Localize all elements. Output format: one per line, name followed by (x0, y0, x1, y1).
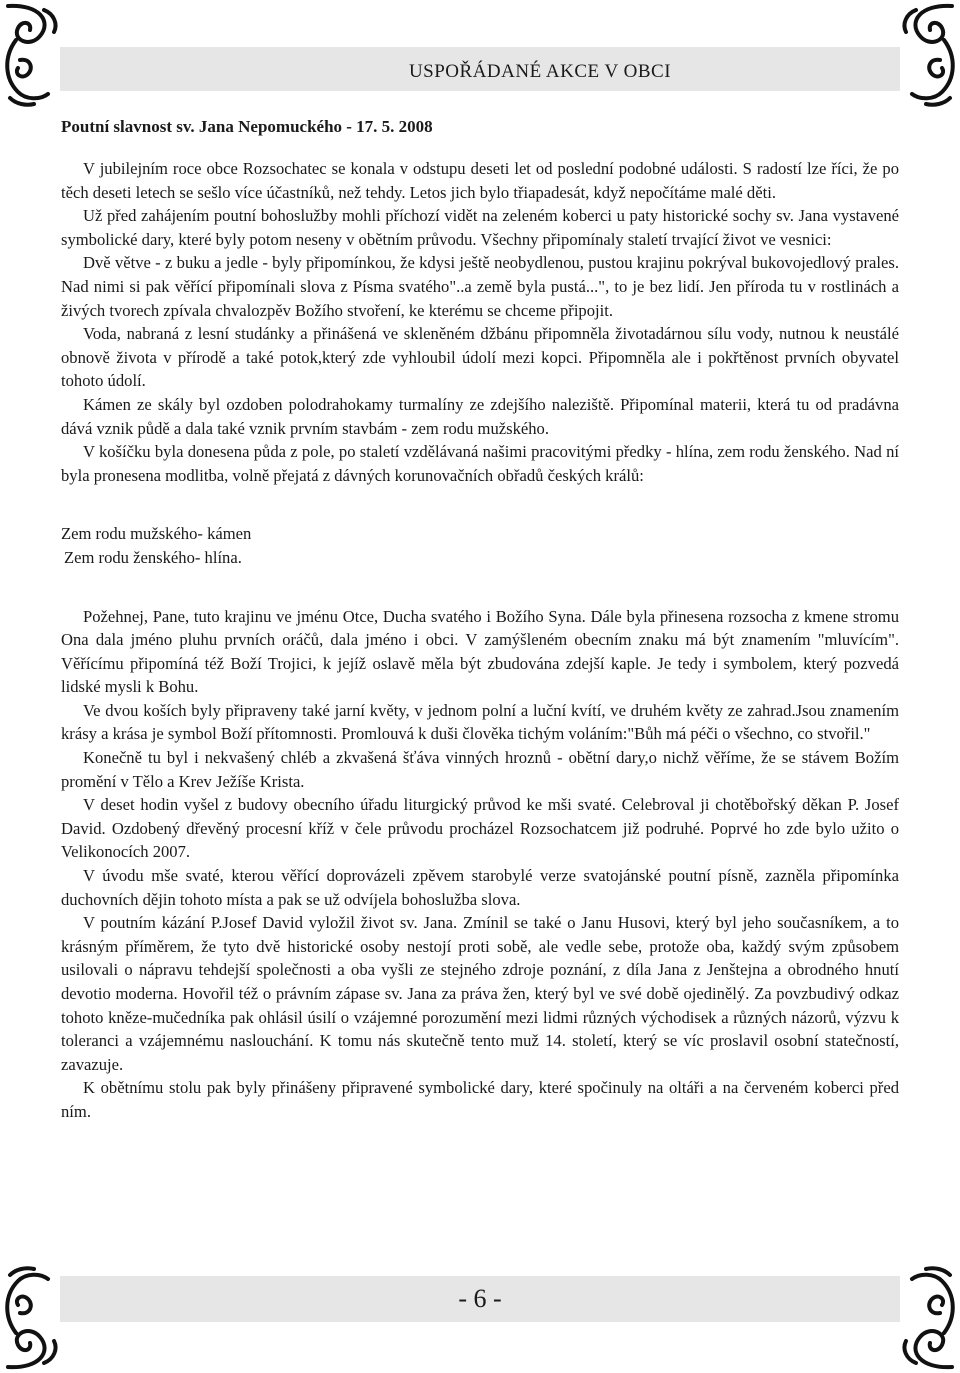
flourish-ornament-bottom-right (898, 1263, 960, 1373)
paragraph: V jubilejním roce obce Rozsochatec se konala v odstupu deseti let od poslední podobné události. S radostí lze říci, že po těch deseti letech se sešlo více účastníků, než tehdy. Letos jich bylo třiapadesát, když nepočítáme malé děti. (61, 159, 899, 202)
article-subtitle: Poutní slavnost sv. Jana Nepomuckého - 17. 5. 2008 (61, 117, 433, 136)
page-section-title: USPOŘÁDANÉ AKCE V OBCI (408, 61, 672, 82)
header-band (60, 47, 900, 91)
paragraph: V poutním kázání P.Josef David vyložil život sv. Jana. Zmínil se také o Janu Husovi, který byl jeho současníkem, a to krásným příměrem, že tyto dvě historické osoby nestojí proti sobě, ale vedle sebe, protože oba, každý svým způsobem usilovali o nápravu tehdejší společnosti a oba vyšli ze stejného zdroje poznání, z díla Jana z Jenštejna a obrodného hnutí devotio moderna. Hovořil též o právním zápase sv. Jana za práva žen, který byl ve své době ojedinělý. Za povzbudivý odkaz tohoto kněze-mučedníka pak ohlásil úsilí o vzájemné porozumění mezi lidmi různých východisek a různých názorů, výzvu k toleranci a vzájemnému naslouchání. K tomu nás skutečně tento muž 14. století, který se víc proslavil osobní statečností, zavazuje. (61, 913, 899, 1074)
paragraph: Dvě větve - z buku a jedle - byly připomínkou, že kdysi ještě neobydlenou, pustou krajinu pokrýval bukovojedlový prales. Nad nimi si pak věřící připomínali slova z Písma svatého"..a země byla pustá...", to je bez lidí. Jen příroda tu v rostlinách a živých tvorech zpívala chvalozpěv Božího stvoření, ke kterému se chceme připojit. (61, 253, 899, 320)
paragraph: V košíčku byla donesena půda z pole, po staletí vzdělávaná našimi pracovitými předky - hlína, zem rodu ženského. Nad ní byla pronesena modlitba, volně přejatá z dávných korunovačních obřadů českých králů: (61, 442, 899, 485)
paragraph: Voda, nabraná z lesní studánky a přinášená ve skleněném džbánu připomněla životadárnou sílu vody, nutnou k neustálé obnově života v přírodě a také potok,který zde vyhloubil údolí mezi kopci. Připomněla ale i pokřtěnost prvních obyvatel tohoto údolí. (61, 324, 899, 391)
flourish-ornament-top-left (0, 0, 62, 110)
paragraph: Kámen ze skály byl ozdoben polodrahokamy turmalíny ze zdejšího naleziště. Připomínal materii, která tu od pradávna dává vznik půdě a dala také vznik prvním stavbám - zem rodu mužského. (61, 394, 899, 438)
paragraph: K obětnímu stolu pak byly přinášeny připravené symbolické dary, které spočinuly na oltáři a na červeném koberci před ním. (61, 1078, 899, 1121)
footer-band (60, 1276, 900, 1322)
article-body (61, 157, 899, 1124)
flourish-ornament-top-right (898, 0, 960, 110)
flourish-ornament-bottom-left (0, 1263, 62, 1373)
page-number: - 6 - (458, 1284, 502, 1313)
paragraph: V deset hodin vyšel z budovy obecního úřadu liturgický průvod ke mši svaté. Celebroval ji chotěbořský děkan P. Josef David. Ozdobený dřevěný procesní kříž v čele průvodu procházel Rozsochatcem již podruhé. Poprvé ho zde bylo užito o Velikonocích 2007. (61, 795, 899, 862)
paragraph: Ve dvou koších byly připraveny také jarní květy, v jednom polní a luční kvítí, ve druhém květy ze zahrad.Jsou znamením krásy a krása je symbol Boží přítomnosti. Promlouvá k duši člověka tichým voláním:"Bůh má péči o všechno, co stvořil." (61, 700, 899, 744)
poem-line: Zem rodu ženského- hlína. (64, 547, 242, 567)
paragraph: Konečně tu byl i nekvašený chléb a zkvašená šťáva vinných hroznů - obětní dary,o nichž věříme, že se stávem Božím promění v Tělo a Krev Ježíše Krista. (61, 748, 899, 791)
paragraph: V úvodu mše svaté, kterou věřící doprovázeli zpěvem starobylé verze svatojánské poutní písně, zazněla připomínka duchovních dějin tohoto místa a pak se už odvíjela bohoslužba slova. (61, 866, 899, 909)
paragraph: Požehnej, Pane, tuto krajinu ve jménu Otce, Ducha svatého i Božího Syna. Dále byla přinesena rozsocha z kmene stromu Ona dala jméno pluhu prvních oráčů, dala jméno i obci. V zamýšleném obecním znaku má být znamením "mluvícím". Věřícímu připomíná též Boží Trojici, k jejíž oslavě měla být zbudována zdejší kaple. Je tedy i symbolem, který pozvedá lidské mysli k Bohu. (61, 606, 899, 697)
paragraph: Už před zahájením poutní bohoslužby mohli příchozí vidět na zeleném koberci u paty historické sochy sv. Jana vystavené symbolické dary, které byly potom neseny v obětním průvodu. Všechny připomínaly staletí trvající život ve vesnici: (61, 206, 899, 249)
poem-line: Zem rodu mužského- kámen (61, 524, 252, 544)
